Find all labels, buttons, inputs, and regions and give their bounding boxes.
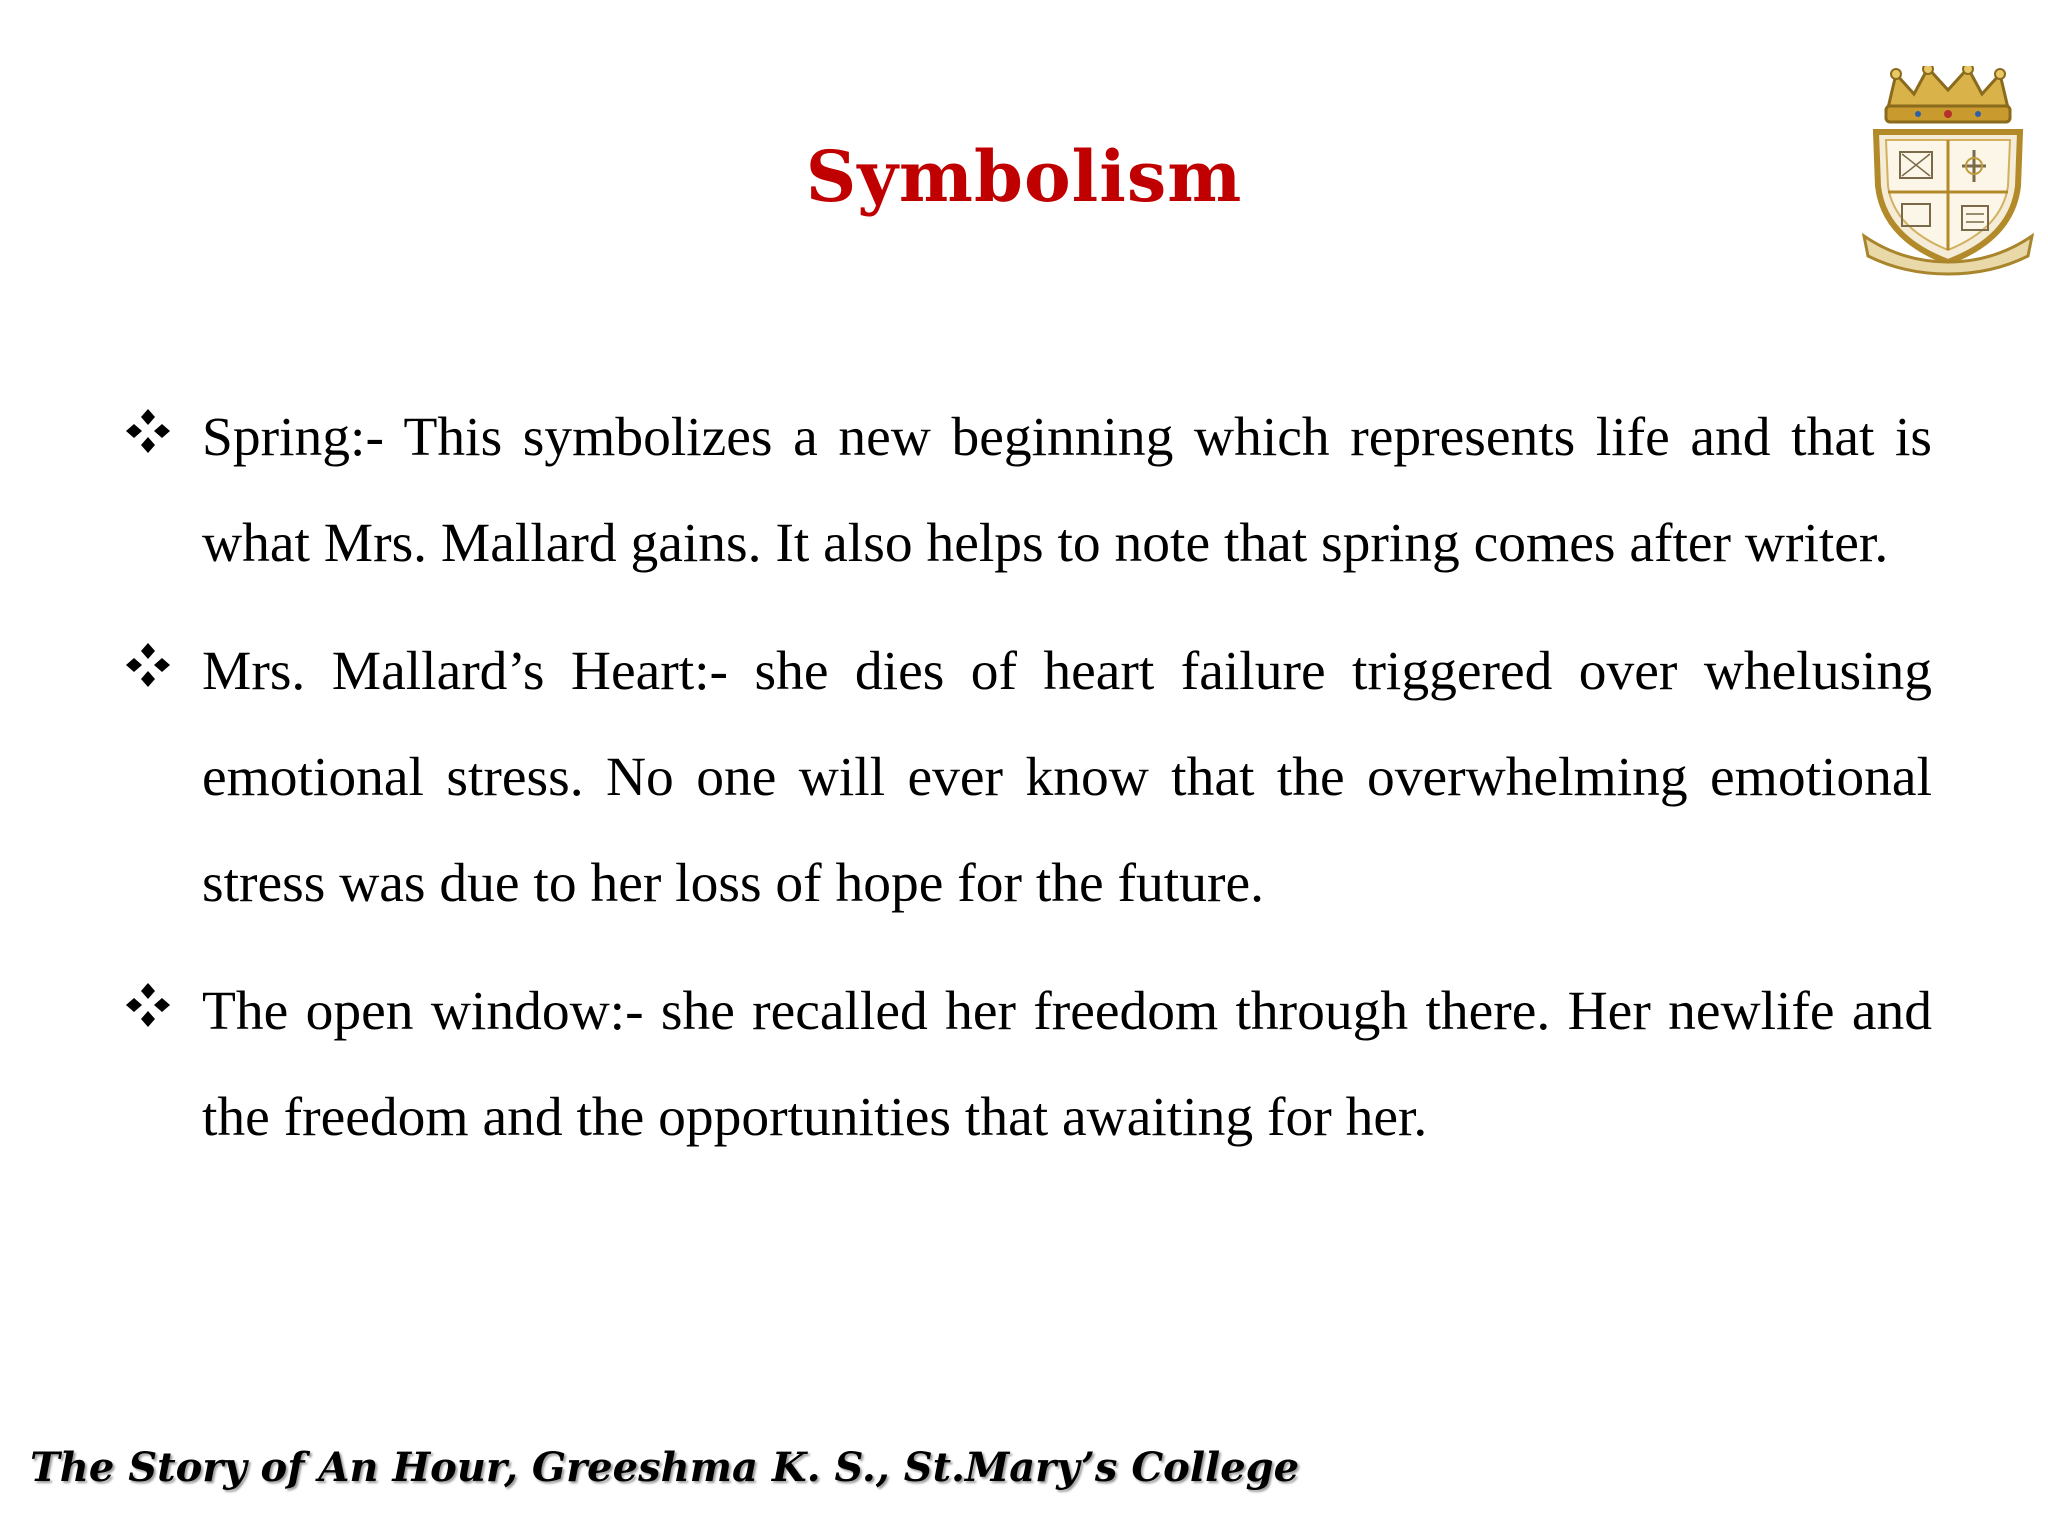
bullet-text: The open window:- she recalled her freedom through there. Her newlife and the freedom and the opportunities that awaiting for her. [202, 981, 1932, 1148]
four-diamond-bullet-icon [122, 979, 174, 1031]
four-diamond-bullet-icon [122, 405, 174, 457]
crown-icon [1886, 66, 2010, 122]
bullet-text: Spring:- This symbolizes a new beginning which represents life and that is what Mrs. Mallard gains. It also helps to note that spring comes after writer. [202, 407, 1932, 574]
bullet-list [122, 385, 1932, 1193]
college-crest-logo [1862, 66, 2034, 276]
bullet-item-spring [122, 385, 1932, 597]
bullet-item-window [122, 959, 1932, 1171]
four-diamond-bullet-icon [122, 639, 174, 691]
bullet-item-heart [122, 619, 1932, 937]
shield-icon [1876, 132, 2020, 262]
slide-title: Symbolism [805, 135, 1243, 218]
slide-footer: The Story of An Hour, Greeshma K. S., St.Mary’s College [30, 1444, 1300, 1491]
bullet-text: Mrs. Mallard’s Heart:- she dies of heart failure triggered over whelusing emotional stress. No one will ever know that the overwhelming emotional stress was due to her loss of hope for the future. [202, 641, 1932, 914]
